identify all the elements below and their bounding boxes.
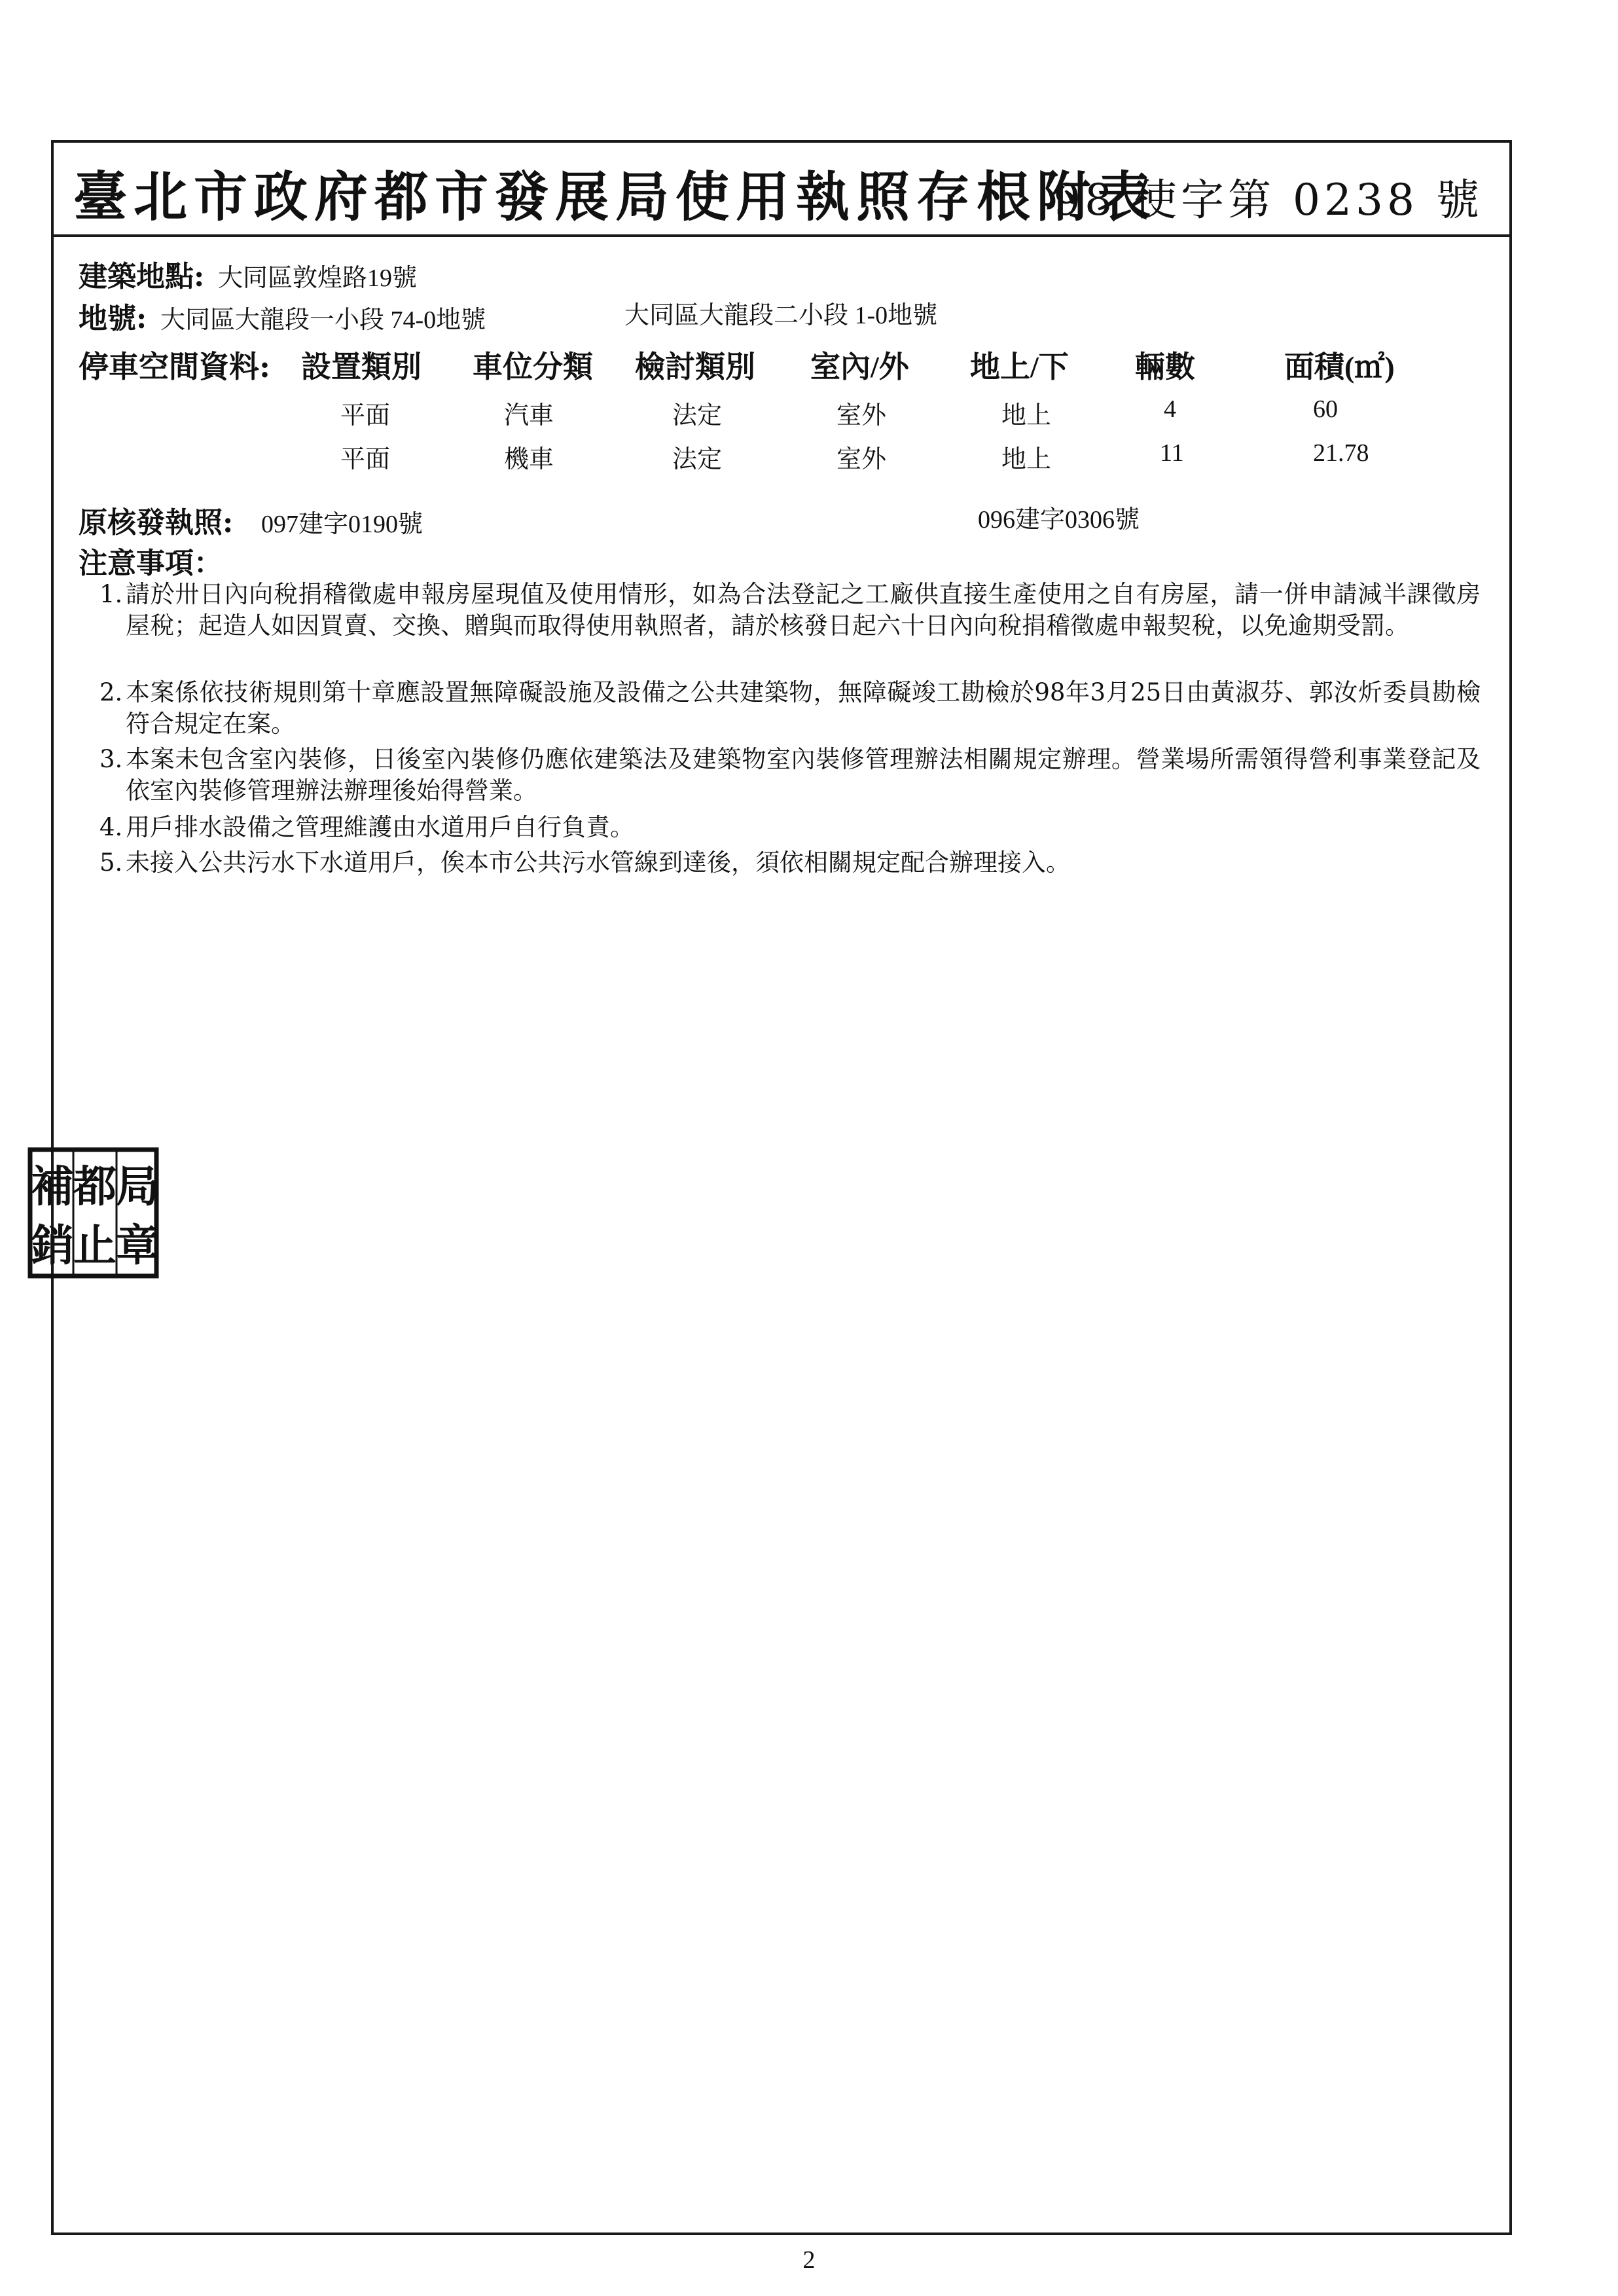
parking-header-area: 面積(㎡) — [1284, 350, 1395, 384]
parking-header-type: 設置類別 — [301, 350, 422, 384]
parking-r1-indoor: 室外 — [836, 402, 887, 429]
lot-number-row — [79, 295, 486, 337]
original-license-value-2: 096建字0306號 — [978, 506, 1140, 534]
seal-char: 止 — [73, 1220, 117, 1271]
parking-r1-review: 法定 — [672, 402, 723, 429]
document-header — [54, 143, 1509, 237]
document-title: 臺北市政府都市發展局使用執照存根附表 — [73, 166, 1158, 228]
parking-r1-count: 4 — [1164, 395, 1176, 423]
note-text: 本案未包含室內裝修，日後室內裝修仍應依建築法及建築物室內裝修管理辦法相關規定辦理。營業場所需領得營利事業登記及依室內裝修管理辦法辦理後始得營業。 — [126, 745, 1481, 805]
original-license-label: 原核發執照: — [79, 506, 234, 539]
parking-r2-count: 11 — [1160, 439, 1184, 467]
original-license-row — [79, 499, 423, 541]
parking-r1-category: 汽車 — [504, 402, 554, 429]
note-item — [99, 812, 1481, 843]
parking-header-count: 輛數 — [1135, 350, 1195, 384]
seal-char: 局 — [116, 1161, 159, 1212]
lot-number-value-2: 大同區大龍段二小段 1-0地號 — [624, 302, 938, 329]
note-item — [99, 677, 1481, 740]
parking-label: 停車空間資料: — [79, 349, 270, 384]
parking-r1-level: 地上 — [1001, 402, 1052, 429]
note-text: 用戶排水設備之管理維護由水道用戶自行負責。 — [126, 813, 634, 841]
note-number: 4. — [99, 813, 123, 841]
page-number: 2 — [802, 2246, 816, 2274]
parking-r1-area: 60 — [1313, 395, 1338, 423]
note-number: 5. — [99, 848, 123, 877]
notes-title: 注意事項： — [79, 547, 223, 580]
parking-r2-category: 機車 — [504, 446, 554, 473]
parking-r2-level: 地上 — [1001, 446, 1052, 473]
lot-number-label: 地號: — [79, 302, 147, 335]
note-item — [99, 579, 1481, 642]
site-location-value: 大同區敦煌路19號 — [217, 264, 417, 292]
lot-number-row-2 — [624, 295, 937, 331]
original-license-row-2 — [978, 499, 1140, 535]
lot-number-value-1: 大同區大龍段一小段 74-0地號 — [160, 306, 486, 334]
site-location-row — [79, 253, 417, 295]
seal-char: 銷 — [31, 1220, 74, 1271]
site-location-label: 建築地點: — [79, 260, 205, 293]
seal-char: 章 — [116, 1220, 159, 1271]
parking-r2-area: 21.78 — [1313, 439, 1369, 467]
document-frame — [51, 140, 1512, 2235]
note-item — [99, 847, 1481, 879]
parking-header-review: 檢討類別 — [635, 350, 755, 384]
parking-header-indoor: 室內/外 — [810, 350, 909, 384]
note-text: 未接入公共污水下水道用戶，俟本市公共污水管線到達後，須依相關規定配合辦理接入。 — [126, 848, 1070, 877]
note-number: 3. — [99, 745, 123, 773]
parking-r2-review: 法定 — [672, 446, 723, 473]
seal-stamp-icon — [26, 1146, 160, 1280]
parking-r2-type: 平面 — [340, 446, 391, 473]
seal-char: 都 — [73, 1161, 117, 1212]
permit-number: 98 使字第 0238 號 — [1053, 175, 1483, 225]
note-text: 請於卅日內向稅捐稽徵處申報房屋現值及使用情形，如為合法登記之工廠供直接生產使用之自有房屋，請一併申請減半課徵房屋稅；起造人如因買賣、交換、贈與而取得使用執照者，請於核發日起六十日內向稅捐稽徵處申報契稅，以免逾期受罰。 — [126, 580, 1481, 640]
parking-r2-indoor: 室外 — [836, 446, 887, 473]
note-text: 本案係依技術規則第十章應設置無障礙設施及設備之公共建築物，無障礙竣工勘檢於98年3月25日由黃淑芬、郭汝炘委員勘檢符合規定在案。 — [126, 678, 1481, 738]
parking-header-category: 車位分類 — [473, 350, 593, 384]
original-license-value-1: 097建字0190號 — [261, 511, 423, 538]
parking-r1-type: 平面 — [340, 402, 391, 429]
note-item — [99, 744, 1481, 807]
note-number: 2. — [99, 678, 123, 706]
note-number: 1. — [99, 580, 123, 608]
seal-char: 補 — [31, 1161, 74, 1212]
parking-header-level: 地上/下 — [970, 350, 1069, 384]
